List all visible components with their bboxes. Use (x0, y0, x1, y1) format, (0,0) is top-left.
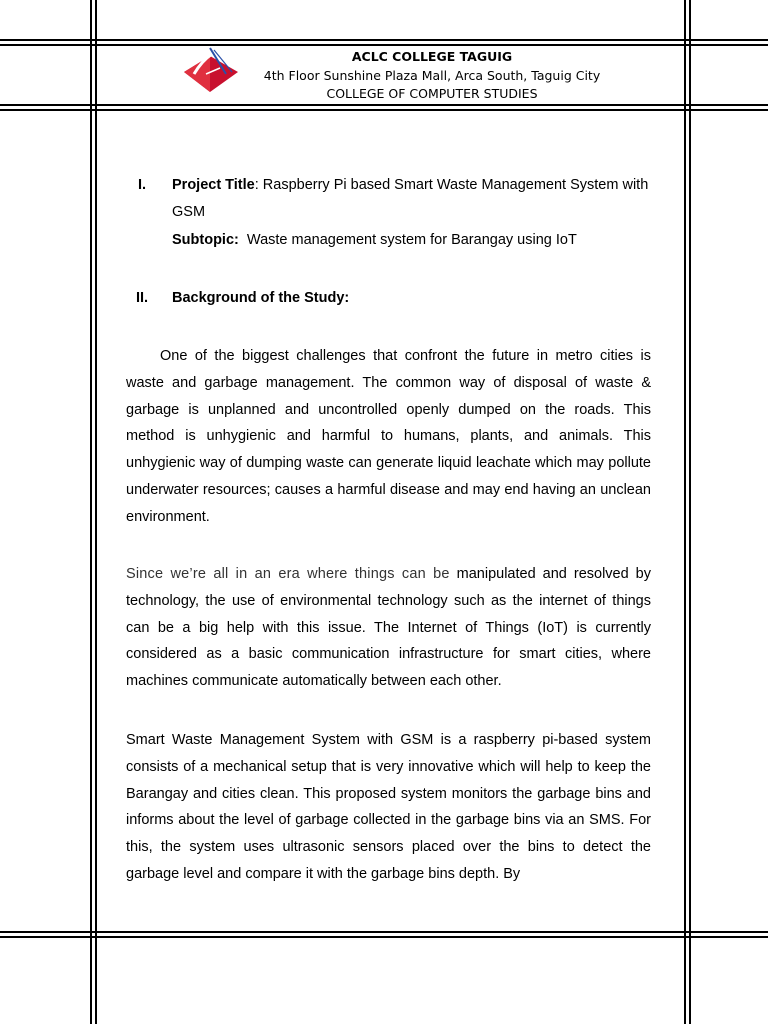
frame-right-outer (689, 0, 691, 1024)
frame-bottom-outer (0, 931, 768, 933)
frame-bottom-inner (0, 936, 768, 938)
paragraph-2-rest: manipulated and resolved by technology, the use of environmental technology such as the internet of things can be a big help with this issue. The Internet of Things (IoT) is currently considered as a basic communication infrastructure for smart cities, where machines communicate automatically between each other. (126, 566, 651, 690)
paragraph-1: One of the biggest challenges that confront the future in metro cities is waste and garbage management. The common way of disposal of waste & garbage is unplanned and uncontrolled openly dumped on the roads. This method is unhygienic and harmful to humans, plants, and animals. This unhygienic way of dumping waste can generate liquid leachate which may pollute underwater resources; causes a harmful disease and may end having an unclean environment. (126, 348, 651, 525)
frame-right-inner (684, 0, 686, 1024)
project-title-text: : Raspberry Pi based Smart Waste Management System with GSM (172, 177, 649, 220)
frame-top-outer (0, 39, 768, 41)
header-bottom-outer (0, 104, 768, 106)
college-name: ACLC COLLEGE TAGUIG (351, 49, 513, 64)
outline-item-project-title (138, 172, 658, 254)
college-address: 4th Floor Sunshine Plaza Mall, Arca South, Taguig City (263, 67, 601, 83)
outline-number: II. (136, 290, 149, 306)
frame-left-inner (95, 0, 97, 1024)
paragraph-2-lead: Since we’re all in an era where things can be (126, 566, 450, 582)
college-department: COLLEGE OF COMPUTER STUDIES (326, 86, 538, 101)
outline-item-background (136, 285, 656, 312)
paragraph-2 (126, 561, 651, 695)
paragraph-3: Smart Waste Management System with GSM is a raspberry pi-based system consists of a mechanical setup that is very innovative which will help to keep the Barangay and cities clean. This proposed system monitors the garbage bins and informs about the level of garbage collected in the garbage bins via an SMS. For this, the system uses ultrasonic sensors placed over the bins to detect the garbage level and compare it with the garbage bins depth. By (126, 732, 651, 882)
subtopic-label: Subtopic: (172, 232, 239, 248)
frame-top-inner (0, 44, 768, 46)
college-header (240, 48, 624, 104)
subtopic-text: Waste management system for Barangay using IoT (246, 232, 577, 248)
project-title-label: Project Title (172, 177, 255, 193)
header-bottom-inner (0, 109, 768, 111)
aclc-logo-icon (180, 44, 244, 96)
frame-left-outer (90, 0, 92, 1024)
outline-number: I. (138, 177, 147, 193)
section-heading: Background of the Study: (172, 290, 350, 306)
